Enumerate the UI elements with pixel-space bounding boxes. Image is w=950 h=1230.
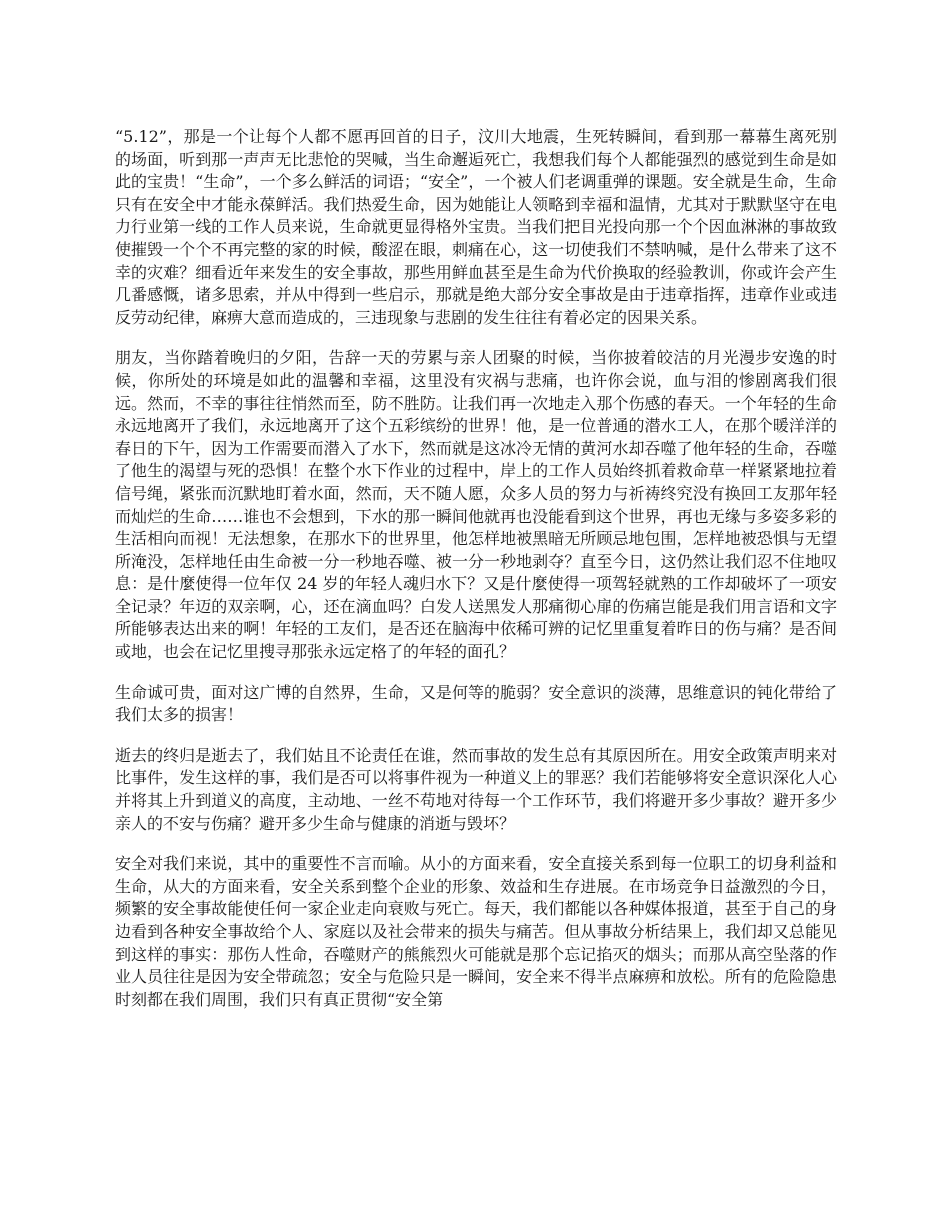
paragraph-1: “5.12”，那是一个让每个人都不愿再回首的日子，汶川大地震，生死转瞬间，看到那一幕幕生离死别的场面，听到那一声声无比悲怆的哭喊，当生命邂逅死亡，我想我们每个人都能强烈的感觉到生命是如此的宝贵！“生命”，一个多么鲜活的词语；“安全”，一个被人们老调重弹的课题。安全就是生命，生命只有在安全中才能永葆鲜活。我们热爱生命，因为她能让人领略到幸福和温情，尤其对于默默坚守在电力行业第一线的工作人员来说，生命就更显得格外宝贵。当我们把目光投向那一个个因血淋淋的事故致使摧毁一个个不再完整的家的时候，酸涩在眼，刺痛在心，这一切使我们不禁呐喊，是什么带来了这不幸的灾难？细看近年来发生的安全事故，那些用鲜血甚至是生命为代价换取的经验教训，你或许会产生几番感慨，诸多思索，并从中得到一些启示，那就是绝大部分安全事故是由于违章指挥，违章作业或违反劳动纪律，麻痹大意而造成的，三违现象与悲剧的发生往往有着必定的因果关系。 (115, 127, 837, 327)
paragraph-4: 逝去的终归是逝去了，我们姑且不论责任在谁，然而事故的发生总有其原因所在。用安全政策声明来对比事件，发生这样的事，我们是否可以将事件视为一种道义上的罪恶？我们若能够将安全意识深化人心并将其上升到道义的高度，主动地、一丝不苟地对待每一个工作环节，我们将避开多少事故？避开多少亲人的不安与伤痛？避开多少生命与健康的消逝与毁坏？ (115, 745, 837, 833)
paragraph-2: 朋友，当你踏着晚归的夕阳，告辞一天的劳累与亲人团聚的时候，当你披着皎洁的月光漫步安逸的时候，你所处的环境是如此的温馨和幸福，这里没有灾祸与悲痛，也许你会说，血与泪的惨剧离我们很远。然而，不幸的事往往悄然而至，防不胜防。让我们再一次地走入那个伤感的春天。一个年轻的生命永远地离开了我们，永远地离开了这个五彩缤纷的世界！他，是一位普通的潜水工人，在那个暖洋洋的春日的下午，因为工作需要而潜入了水下，然而就是这冰冷无情的黄河水却吞噬了他年轻的生命，吞噬了他生的渴望与死的恐惧！在整个水下作业的过程中，岸上的工作人员始终抓着救命草一样紧紧地拉着信号绳，紧张而沉默地盯着水面，然而，天不随人愿，众多人员的努力与祈祷终究没有换回工友那年轻而灿烂的生命……谁也不会想到，下水的那一瞬间他就再也没能看到这个世界，再也无缘与多姿多彩的生活相向而视！无法想象，在那水下的世界里，他怎样地被黑暗无所顾忌地包围，怎样地被恐惧与无望所淹没，怎样地任由生命被一分一秒地吞噬、被一分一秒地剥夺？直至今日，这仍然让我们忍不住地叹息：是什麼使得一位年仅 24 岁的年轻人魂归水下？又是什麼使得一项驾轻就熟的工作却破坏了一项安全记录？年迈的双亲啊，心，还在滴血吗？白发人送黑发人那痛彻心扉的伤痛岂能是我们用言语和文字所能够表达出来的啊！年轻的工友们，是否还在脑海中依稀可辨的记忆里重复着昨日的伤与痛？是否间或地，也会在记忆里搜寻那张永远定格了的年轻的面孔？ (115, 348, 837, 662)
document-body (115, 126, 837, 1029)
paragraph-3: 生命诚可贵，面对这广博的自然界，生命，又是何等的脆弱？安全意识的淡薄，思维意识的钝化带给了我们太多的损害！ (115, 682, 837, 725)
paragraph-5: 安全对我们来说，其中的重要性不言而喻。从小的方面来看，安全直接关系到每一位职工的切身利益和生命，从大的方面来看，安全关系到整个企业的形象、效益和生存进展。在市场竞争日益激烈的今日，频繁的安全事故能使任何一家企业走向衰败与死亡。每天，我们都能以各种媒体报道，甚至于自己的身边看到各种安全事故给个人、家庭以及社会带来的损失与痛苦。但从事故分析结果上，我们却又总能见到这样的事实：那伤人性命，吞噬财产的熊熊烈火可能就是那个忘记掐灭的烟头；而那从高空坠落的作业人员往往是因为安全带疏忽；安全与危险只是一瞬间，安全来不得半点麻痹和放松。所有的危险隐患时刻都在我们周围，我们只有真正贯彻“安全第 (115, 854, 837, 1009)
